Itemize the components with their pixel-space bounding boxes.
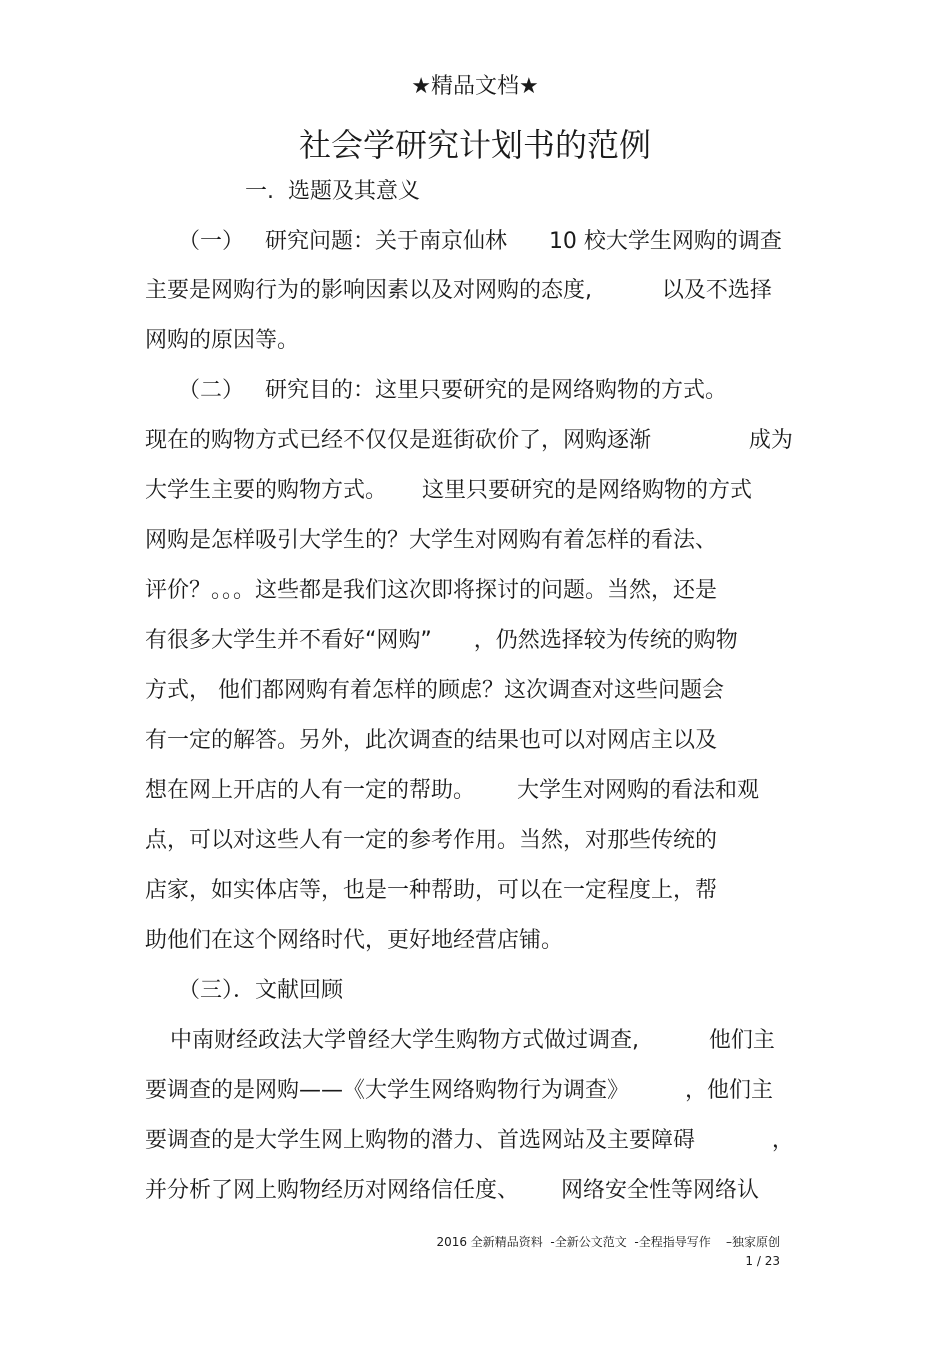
paragraph-line: 网购是怎样吸引大学生的？大学生对网购有着怎样的看法、 [145,528,718,553]
paragraph-line: 想在网上开店的人有一定的帮助。 大学生对网购的看法和观 [145,778,759,803]
paragraph-line: （一） 研究问题：关于南京仙林 10 校大学生网购的调查 [178,229,782,254]
paragraph-line: 要调查的是大学生网上购物的潜力、首选网站及主要障碍 ， [145,1128,794,1153]
paragraph-line: 并分析了网上购物经历对网络信任度、 网络安全性等网络认 [145,1178,759,1203]
paragraph-line: 要调查的是网购——《大学生网络购物行为调查》 ，他们主 [145,1078,773,1103]
paragraph-line: 中南财经政法大学曾经大学生购物方式做过调查, 他们主 [170,1028,775,1053]
paragraph-line: 现在的购物方式已经不仅仅是逛街砍价了，网购逐渐 成为 [145,428,793,453]
paragraph-line: 网购的原因等。 [145,328,300,353]
document-header: ★精品文档★ [411,74,539,99]
paragraph-line: 有一定的解答。另外，此次调查的结果也可以对网店主以及 [145,728,718,753]
paragraph-line: （二） 研究目的：这里只要研究的是网络购物的方式。 [178,378,727,403]
paragraph-line: 大学生主要的购物方式。 这里只要研究的是网络购物的方式 [145,478,752,503]
paragraph-line: 店家，如实体店等，也是一种帮助，可以在一定程度上，帮 [145,878,718,903]
paragraph-line: 助他们在这个网络时代，更好地经营店铺。 [145,928,564,953]
paragraph-line: 主要是网购行为的影响因素以及对网购的态度, 以及不选择 [145,278,772,303]
paragraph-line: 方式， 他们都网购有着怎样的顾虑？这次调查对这些问题会 [145,678,724,703]
paragraph-line: 评价？。。。这些都是我们这次即将探讨的问题。当然，还是 [145,578,718,603]
page-footer: 2016 全新精品资料 -全新公文范文 -全程指导写作 –独家原创 [436,1235,780,1249]
paragraph-line: 有很多大学生并不看好“网购” ，仍然选择较为传统的购物 [145,628,738,653]
section-heading: 一. 选题及其意义 [245,179,420,204]
paragraph-line: 点，可以对这些人有一定的参考作用。当然，对那些传统的 [145,828,718,853]
document-title: 社会学研究计划书的范例 [298,126,651,164]
section-heading: （三）．文献回顾 [178,978,344,1003]
page-number: 1 / 23 [745,1254,780,1268]
